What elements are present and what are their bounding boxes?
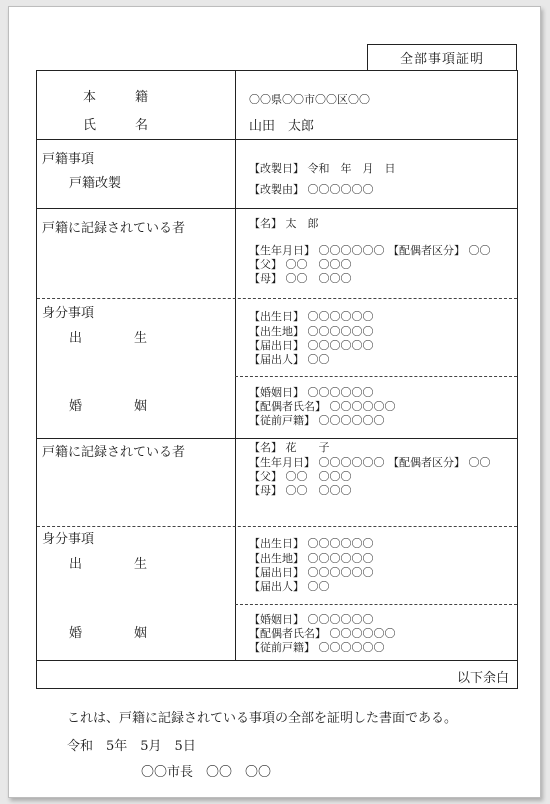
mibun2-birth-label: 出 生 [69, 557, 148, 572]
issue-date: 令和 5年 5月 5日 [67, 739, 196, 754]
person2-label: 戸籍に記録されている者 [42, 445, 186, 460]
person1-line-3: 【父】 〇〇 〇〇〇 [249, 258, 352, 271]
person1-line-2: 【生年月日】 〇〇〇〇〇〇 【配偶者区分】 〇〇 [249, 244, 491, 257]
mibun1-birth-line-4: 【届出人】 〇〇 [249, 353, 330, 366]
koseki-line-1: 【改製日】 令和 年 月 日 [249, 162, 396, 175]
mibun1-marriage-line-3: 【従前戸籍】 〇〇〇〇〇〇 [249, 414, 385, 427]
mibun2-birth-line-2: 【出生地】 〇〇〇〇〇〇 [249, 552, 374, 565]
row-divider [37, 139, 517, 140]
mibun1-birth-line-1: 【出生日】 〇〇〇〇〇〇 [249, 310, 374, 323]
mibun2-marriage-label: 婚 姻 [69, 626, 148, 641]
certification-statement: これは、戸籍に記録されている事項の全部を証明した書面である。 [67, 711, 458, 726]
koseki-line-2: 【改製由】 〇〇〇〇〇〇 [249, 183, 374, 196]
mibun2-marriage-line-3: 【従前戸籍】 〇〇〇〇〇〇 [249, 641, 385, 654]
person2-line-2: 【生年月日】 〇〇〇〇〇〇 【配偶者区分】 〇〇 [249, 456, 491, 469]
mibun1-marriage-line-1: 【婚姻日】 〇〇〇〇〇〇 [249, 386, 374, 399]
row-divider [37, 438, 517, 439]
header-label: 全部事項証明 [367, 44, 517, 70]
column-divider [235, 71, 236, 660]
mibun1-birth-line-2: 【出生地】 〇〇〇〇〇〇 [249, 325, 374, 338]
mibun1-marriage-line-2: 【配偶者氏名】 〇〇〇〇〇〇 [249, 400, 396, 413]
person1-line-1: 【名】 太 郎 [249, 217, 319, 230]
person2-line-4: 【母】 〇〇 〇〇〇 [249, 484, 352, 497]
mibun1-birth-line-3: 【届出日】 〇〇〇〇〇〇 [249, 339, 374, 352]
row-divider-dashed [37, 526, 517, 527]
mibun2-marriage-line-1: 【婚姻日】 〇〇〇〇〇〇 [249, 613, 374, 626]
mibun2-birth-line-1: 【出生日】 〇〇〇〇〇〇 [249, 537, 374, 550]
person2-line-3: 【父】 〇〇 〇〇〇 [249, 470, 352, 483]
row-divider [37, 660, 517, 661]
mibun2-marriage-line-2: 【配偶者氏名】 〇〇〇〇〇〇 [249, 627, 396, 640]
certificate-page [8, 6, 541, 798]
sub-divider-dashed [235, 376, 517, 377]
mibun1-label: 身分事項 [42, 306, 95, 321]
koseki-jiko-label: 戸籍事項 [42, 152, 95, 167]
person1-line-4: 【母】 〇〇 〇〇〇 [249, 272, 352, 285]
honseki-value: 〇〇県〇〇市〇〇区〇〇 [249, 93, 370, 106]
mibun2-birth-line-3: 【届出日】 〇〇〇〇〇〇 [249, 566, 374, 579]
mibun2-birth-line-4: 【届出人】 〇〇 [249, 580, 330, 593]
shimei-label: 氏 名 [83, 118, 149, 133]
mibun1-birth-label: 出 生 [69, 331, 148, 346]
mibun2-label: 身分事項 [42, 532, 95, 547]
sub-divider-dashed [235, 604, 517, 605]
koseki-jiko-sub-label: 戸籍改製 [69, 176, 122, 191]
person1-label: 戸籍に記録されている者 [42, 221, 186, 236]
shimei-value: 山田 太郎 [249, 119, 315, 134]
row-divider-dashed [37, 298, 517, 299]
row-divider [37, 208, 517, 209]
register-table [36, 70, 518, 689]
ika-yohaku: 以下余白 [456, 671, 509, 686]
mayor-signature: 〇〇市長 〇〇 〇〇 [141, 765, 272, 780]
mibun1-marriage-label: 婚 姻 [69, 399, 148, 414]
honseki-label: 本 籍 [83, 90, 149, 105]
person2-line-1: 【名】 花 子 [249, 441, 330, 454]
